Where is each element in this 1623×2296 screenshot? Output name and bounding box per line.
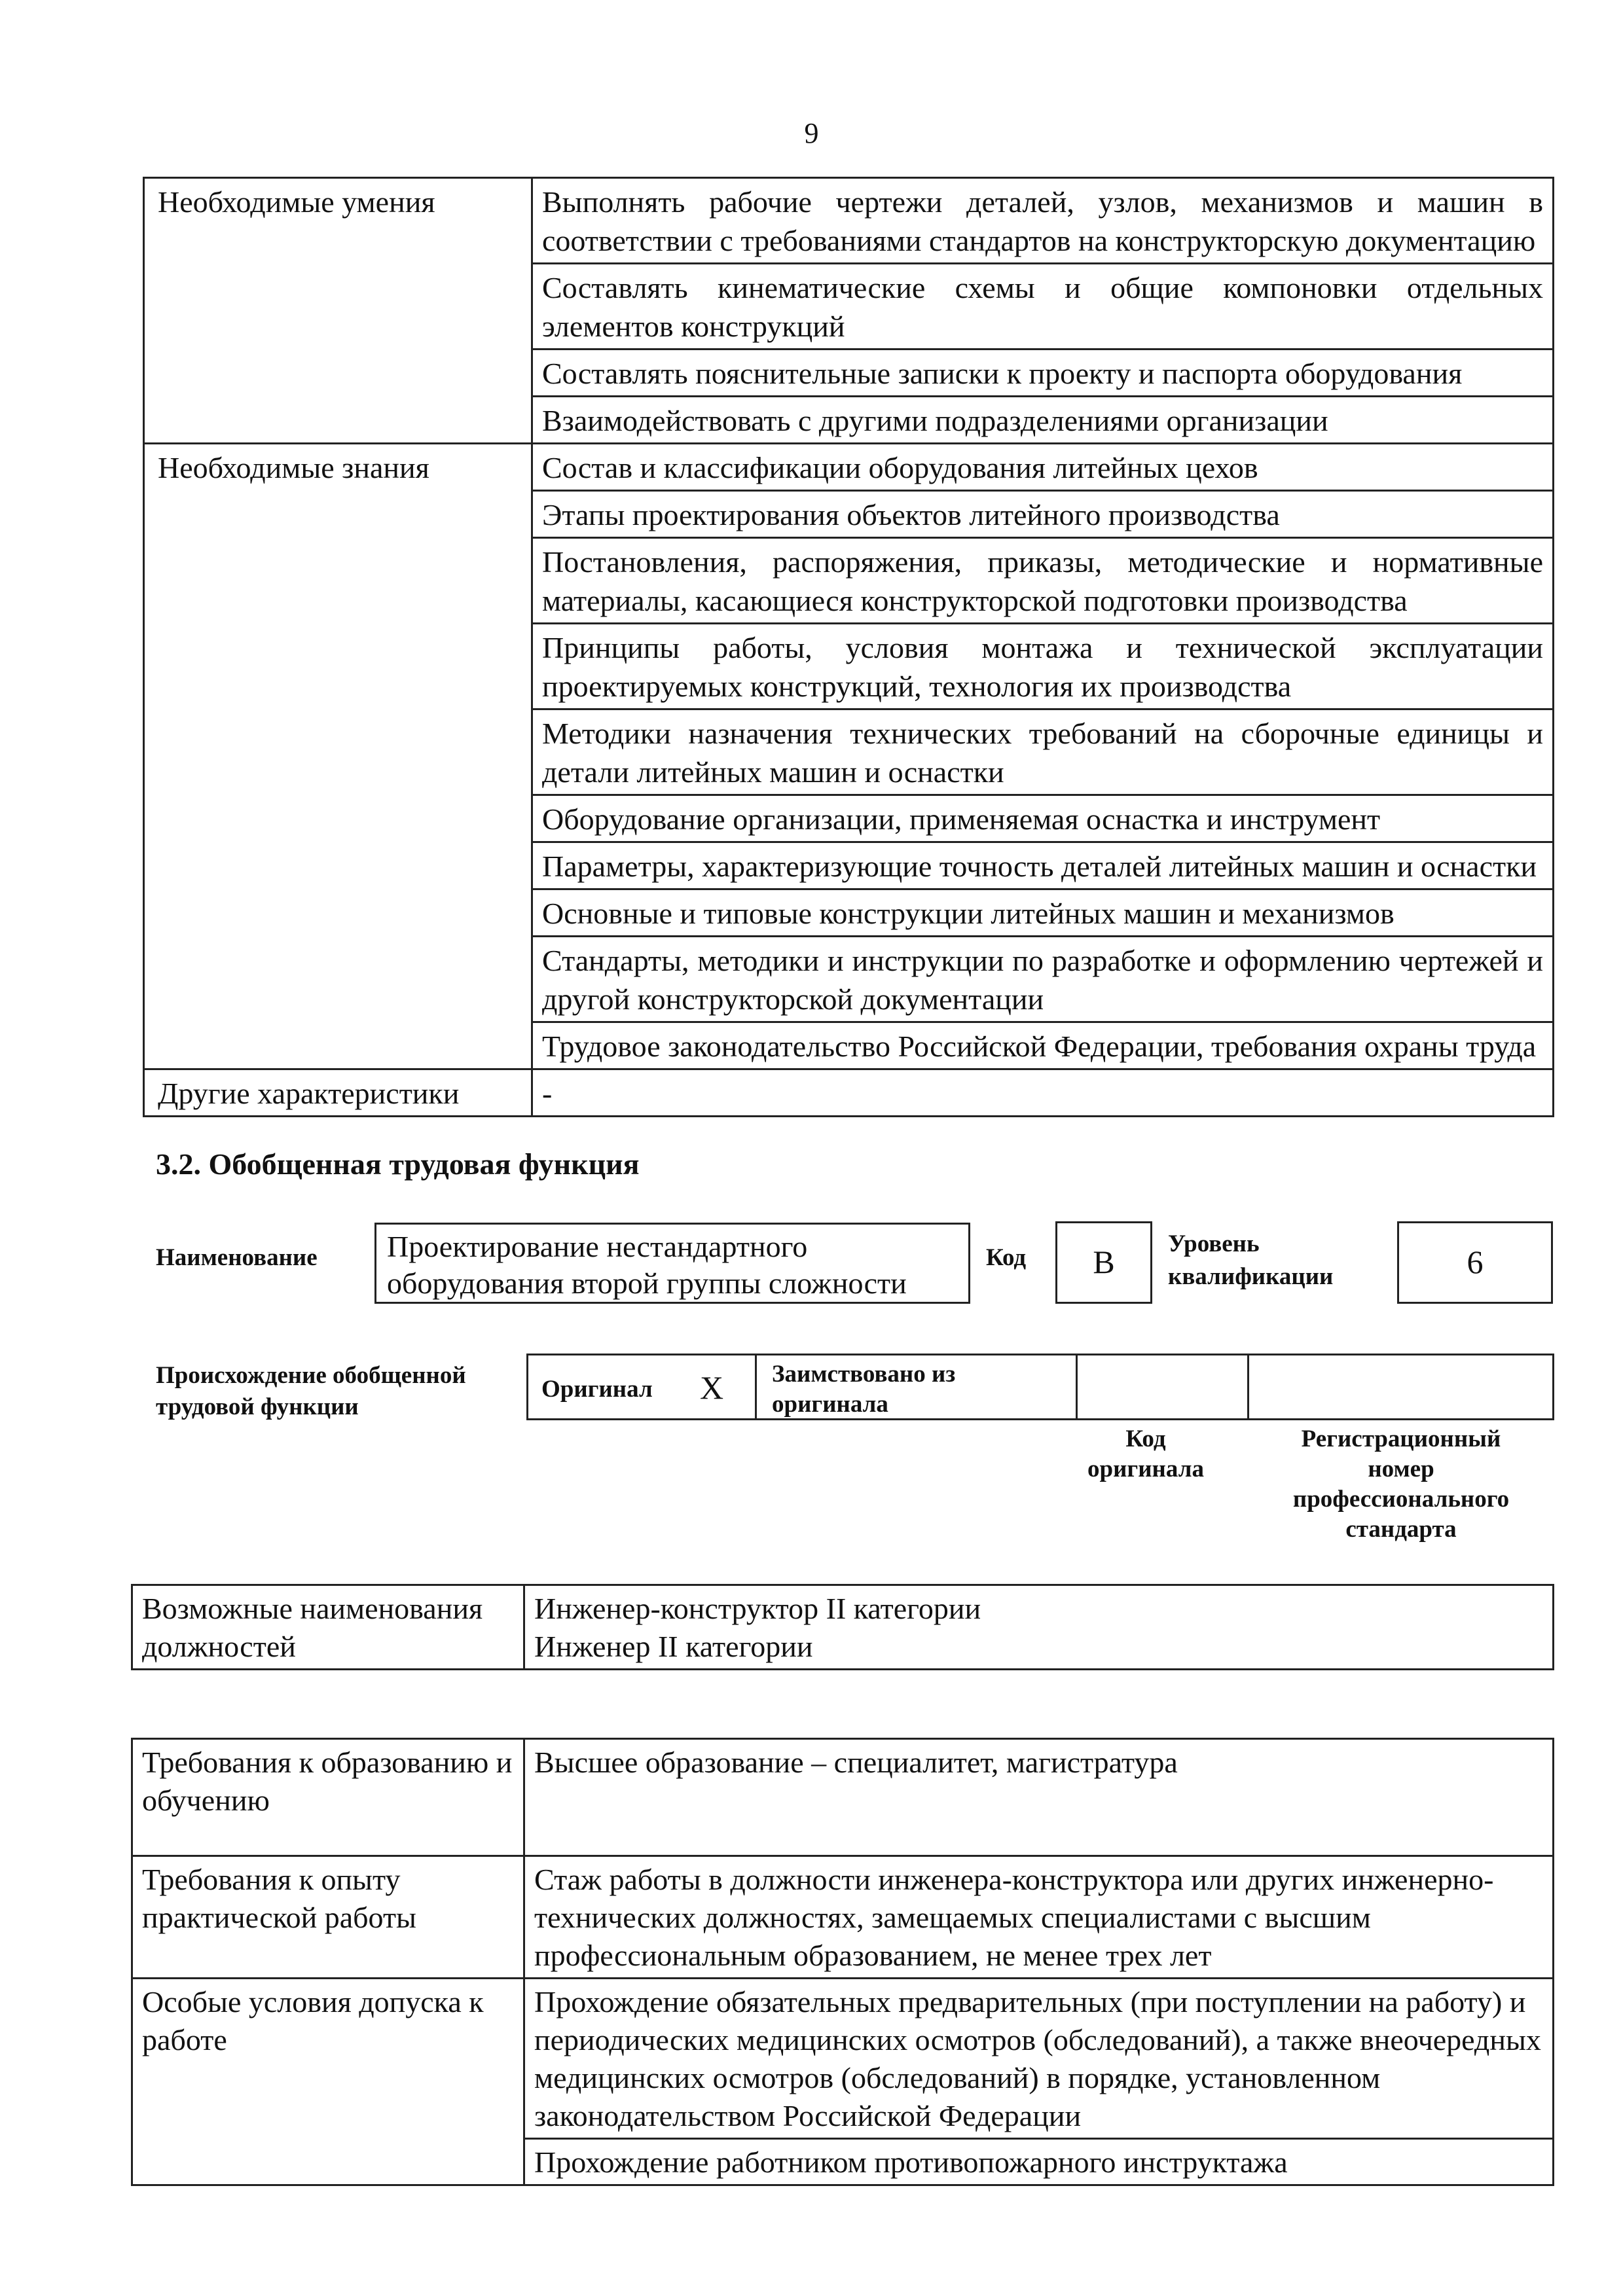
- positions-label: Возможные наименования должностей: [132, 1585, 524, 1670]
- function-name-value: Проектирование нестандартного оборудования второй группы сложности: [387, 1230, 907, 1300]
- skill-item: Выполнять рабочие чертежи деталей, узлов, механизмов и машин в соответствии с требованиями стандартов на конструкторскую документацию: [532, 178, 1554, 264]
- divider: [1247, 1355, 1249, 1418]
- skill-item: Составлять кинематические схемы и общие компоновки отдельных элементов конструкций: [532, 264, 1554, 350]
- position-item: Инженер-конструктор II категории: [534, 1592, 981, 1625]
- experience-label: Требования к опыту практической работы: [132, 1856, 524, 1979]
- origin-label: Происхождение обобщенной трудовой функции: [156, 1362, 466, 1420]
- original-label: Оригинал: [541, 1376, 653, 1403]
- reg-number-caption: Регистрационный номер профессионального стандарта: [1292, 1426, 1510, 1543]
- other-characteristics-label: Другие характеристики: [144, 1069, 532, 1117]
- level-value: 6: [1467, 1244, 1484, 1280]
- code-original-caption: Код оригинала: [1087, 1426, 1204, 1482]
- requirements-table: [131, 1738, 1554, 2186]
- position-item: Инженер II категории: [534, 1630, 813, 1663]
- admission-value: Прохождение обязательных предварительных (при поступлении на работу) и периодических медицинских осмотров (обследований), а также внеочередных медицинских осмотров (обследований) в порядке, установленном законодательством Российской Федерации: [524, 1979, 1554, 2139]
- knowledge-item: Постановления, распоряжения, приказы, методические и нормативные материалы, касающиеся конструкторской подготовки производства: [532, 538, 1554, 624]
- knowledge-item: Методики назначения технических требований на сборочные единицы и детали литейных машин и оснастки: [532, 709, 1554, 795]
- code-value: B: [1093, 1244, 1115, 1280]
- education-label: Требования к образованию и обучению: [132, 1739, 524, 1856]
- knowledge-item: Стандарты, методики и инструкции по разработке и оформлению чертежей и другой конструкторской документации: [532, 937, 1554, 1022]
- section-title: 3.2. Обобщенная трудовая функция: [156, 1147, 640, 1181]
- skills-label: Необходимые умения: [144, 178, 532, 444]
- origin-row: [526, 1354, 1554, 1420]
- divider: [755, 1355, 757, 1418]
- knowledge-label: Необходимые знания: [144, 444, 532, 1069]
- original-mark: X: [700, 1369, 724, 1406]
- knowledge-item: Состав и классификации оборудования литейных цехов: [532, 444, 1554, 491]
- skills-knowledge-table: [143, 177, 1554, 1117]
- level-box: [1397, 1221, 1553, 1304]
- code-label: Код: [986, 1244, 1027, 1271]
- knowledge-item: Оборудование организации, применяемая оснастка и инструмент: [532, 795, 1554, 842]
- admission-value: Прохождение работником противопожарного инструктажа: [524, 2139, 1554, 2185]
- knowledge-item: Основные и типовые конструкции литейных машин и механизмов: [532, 889, 1554, 937]
- education-value: Высшее образование – специалитет, магистратура: [524, 1739, 1554, 1856]
- knowledge-item: Этапы проектирования объектов литейного производства: [532, 491, 1554, 538]
- admission-label: Особые условия допуска к работе: [132, 1979, 524, 2185]
- name-label: Наименование: [156, 1244, 318, 1271]
- experience-value: Стаж работы в должности инженера-конструктора или других инженерно-технических должностях, замещаемых специалистами с высшим профессиональным образованием, не менее трех лет: [524, 1856, 1554, 1979]
- knowledge-item: Параметры, характеризующие точность деталей литейных машин и оснастки: [532, 842, 1554, 889]
- divider: [1076, 1355, 1078, 1418]
- code-box: [1055, 1221, 1152, 1304]
- skill-item: Составлять пояснительные записки к проекту и паспорта оборудования: [532, 350, 1554, 397]
- function-name-box: [374, 1223, 970, 1304]
- other-characteristics-value: -: [532, 1069, 1554, 1117]
- positions-table: [131, 1584, 1554, 1670]
- positions-values: [524, 1585, 1554, 1670]
- level-label: Уровень квалификации: [1168, 1230, 1334, 1290]
- knowledge-item: Принципы работы, условия монтажа и технической эксплуатации проектируемых конструкций, технология их производства: [532, 624, 1554, 709]
- knowledge-item: Трудовое законодательство Российской Федерации, требования охраны труда: [532, 1022, 1554, 1069]
- borrowed-label: Заимствовано из оригинала: [772, 1361, 956, 1418]
- page-number: 9: [804, 117, 819, 149]
- skill-item: Взаимодействовать с другими подразделениями организации: [532, 397, 1554, 444]
